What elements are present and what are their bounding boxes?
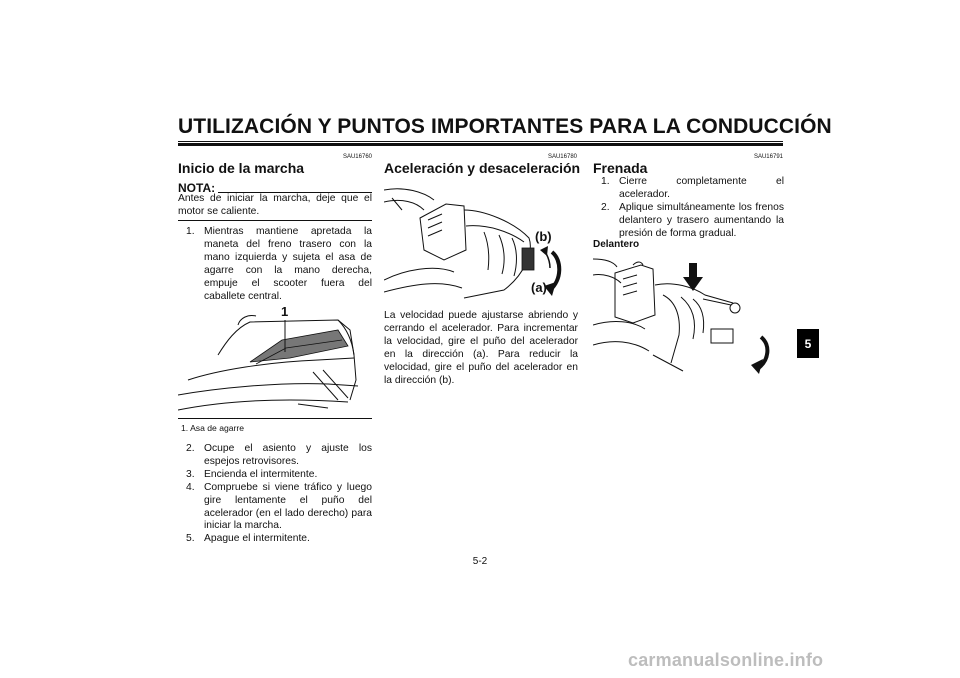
frenada-steps xyxy=(601,176,784,241)
direction-label-b: (b) xyxy=(535,229,552,244)
front-brake-figure xyxy=(593,255,783,375)
nota-text: Antes de iniciar la marcha, deje que el motor se caliente. xyxy=(178,193,372,217)
title-rule-thick xyxy=(178,143,783,146)
subheading-delantero: Delantero xyxy=(593,239,640,250)
nota-bottom-rule xyxy=(178,220,372,221)
section-code: SAU16780 xyxy=(547,154,577,160)
list-item: 5. Apague el intermitente. xyxy=(186,533,310,545)
list-item: 1. Mientras mantiene apretada la maneta del freno trasero con la mano izquierda y sujeta el asa de agarre con la mano derecha, empuje el scooter fuera del caballete central. xyxy=(186,226,372,302)
list-item: 1. Cierre completamente el acelerador. xyxy=(601,176,784,200)
list-item: 2. Aplique simultáneamente los frenos delantero y trasero aumentando la presión de forma gradual. xyxy=(601,201,784,239)
throttle-grip-figure xyxy=(384,180,579,300)
list-item: 3. Encienda el intermitente. xyxy=(186,468,318,480)
page-number: 5-2 xyxy=(472,556,488,567)
aceleracion-text: La velocidad puede ajustarse abriendo y cerrando el acelerador. Para incrementar la velocidad, gire el puño del acelerador en la dirección (a). Para reducir la velocidad, gire el puño del acelerador en la dirección (b). xyxy=(384,310,578,386)
section-heading-frenada: Frenada xyxy=(593,160,648,176)
section-code: SAU16760 xyxy=(342,154,372,160)
section-code: SAU16791 xyxy=(753,154,783,160)
direction-label-a: (a) xyxy=(531,280,547,295)
list-item: 4. Compruebe si viene tráfico y luego gire lentamente el puño del acelerador (en el lado derecho) para iniciar la marcha. xyxy=(186,481,372,532)
steps-list-a xyxy=(186,226,372,303)
title-rule xyxy=(178,141,783,142)
nota-label: NOTA: xyxy=(178,181,216,195)
steps-list-b xyxy=(186,443,372,546)
caption-rule xyxy=(178,418,372,419)
watermark: carmanualsonline.info xyxy=(628,650,824,670)
scooter-grab-bar-figure xyxy=(178,300,373,415)
section-heading-inicio: Inicio de la marcha xyxy=(178,160,305,176)
section-heading-aceleracion: Aceleración y desaceleración xyxy=(384,160,581,176)
figure-caption: 1. Asa de agarre xyxy=(181,423,245,433)
page-title: UTILIZACIÓN Y PUNTOS IMPORTANTES PARA LA CONDUCCIÓN xyxy=(178,115,832,138)
figure-callout-1: 1 xyxy=(281,304,289,319)
list-item: 2. Ocupe el asiento y ajuste los espejos retrovisores. xyxy=(186,443,372,467)
chapter-tab: 5 xyxy=(797,329,819,358)
